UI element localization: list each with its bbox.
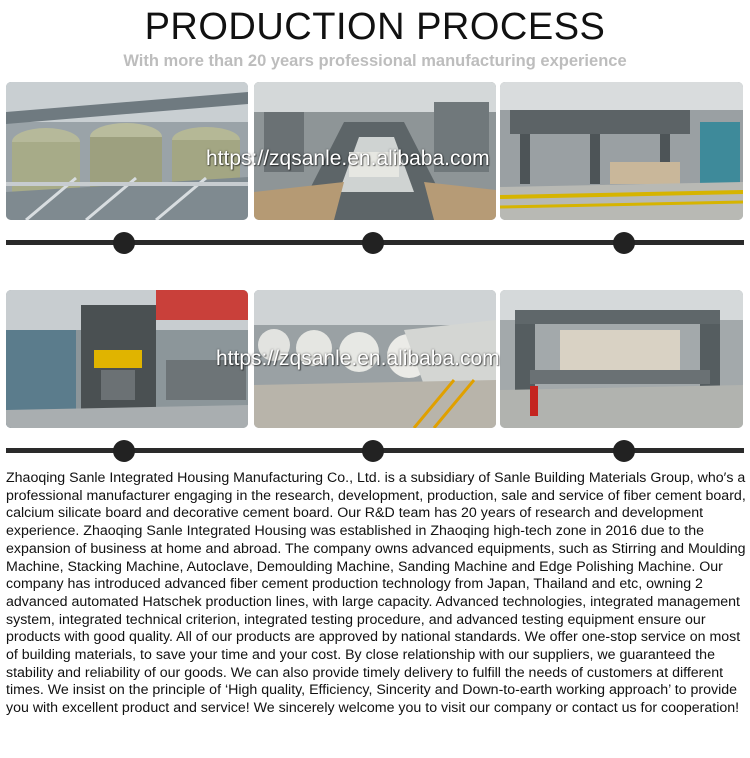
timeline-dot (362, 232, 384, 254)
timeline-dot (113, 440, 135, 462)
timeline-dot (613, 232, 635, 254)
hydraulic-press-photo (6, 290, 248, 428)
timeline-dot (362, 440, 384, 462)
timeline-bar-2 (6, 448, 744, 453)
timeline-dot (613, 440, 635, 462)
timeline-dot (113, 232, 135, 254)
watermark-text: https://zqsanle.en.alibaba.com (216, 347, 500, 370)
finishing-machine-photo (500, 290, 743, 428)
page-title: PRODUCTION PROCESS (144, 6, 606, 48)
company-description: Zhaoqing Sanle Integrated Housing Manufacturing Co., Ltd. is a subsidiary of Sanle Building Materials Group, who′s a professional manufacturer engaging in the research, development, production, sale and service of fiber cement board, calcium silicate board and decorative cement board. Our R&D team has 20 years of research and development experience. Zhaoqing Sanle Integrated Housing was established in Zhaoqing high-tech zone in 2016 due to the expansion of business at home and abroad. The company owns advanced equipments, such as Stirring and Moulding Machine, Stacking Machine, Autoclave, Demoulding Machine, Sanding Machine and Edge Polishing Machine. Our company has introduced advanced fiber cement production technology from Japan, Thailand and etc, owning 2 advanced automated Hatschek production lines, with large capacity. Advanced technologies, integrated management system, integrated technical criterion, integrated testing procedure, and advanced testing equipment ensure our products with good quality. All of our products are approved by national standards. We offer one-stop service on most of building materials, to save your time and your cost. By close relationship with our suppliers, we guaranteed the stability and reliability of our goods. We can also provide timely delivery to fulfill the needs of customers at different times. We insist on the principle of ‘High quality, Efficiency, Sincerity and Down-to-earth working approach’ to provide you with excellent product and service! We sincerely welcome you to visit our company or contact us for cooperation! (6, 470, 746, 717)
watermark-text: https://zqsanle.en.alibaba.com (206, 147, 490, 170)
stacking-line-photo (500, 82, 743, 220)
timeline-bar-1 (6, 240, 744, 245)
page-subtitle: With more than 20 years professional manufacturing experience (123, 52, 627, 70)
